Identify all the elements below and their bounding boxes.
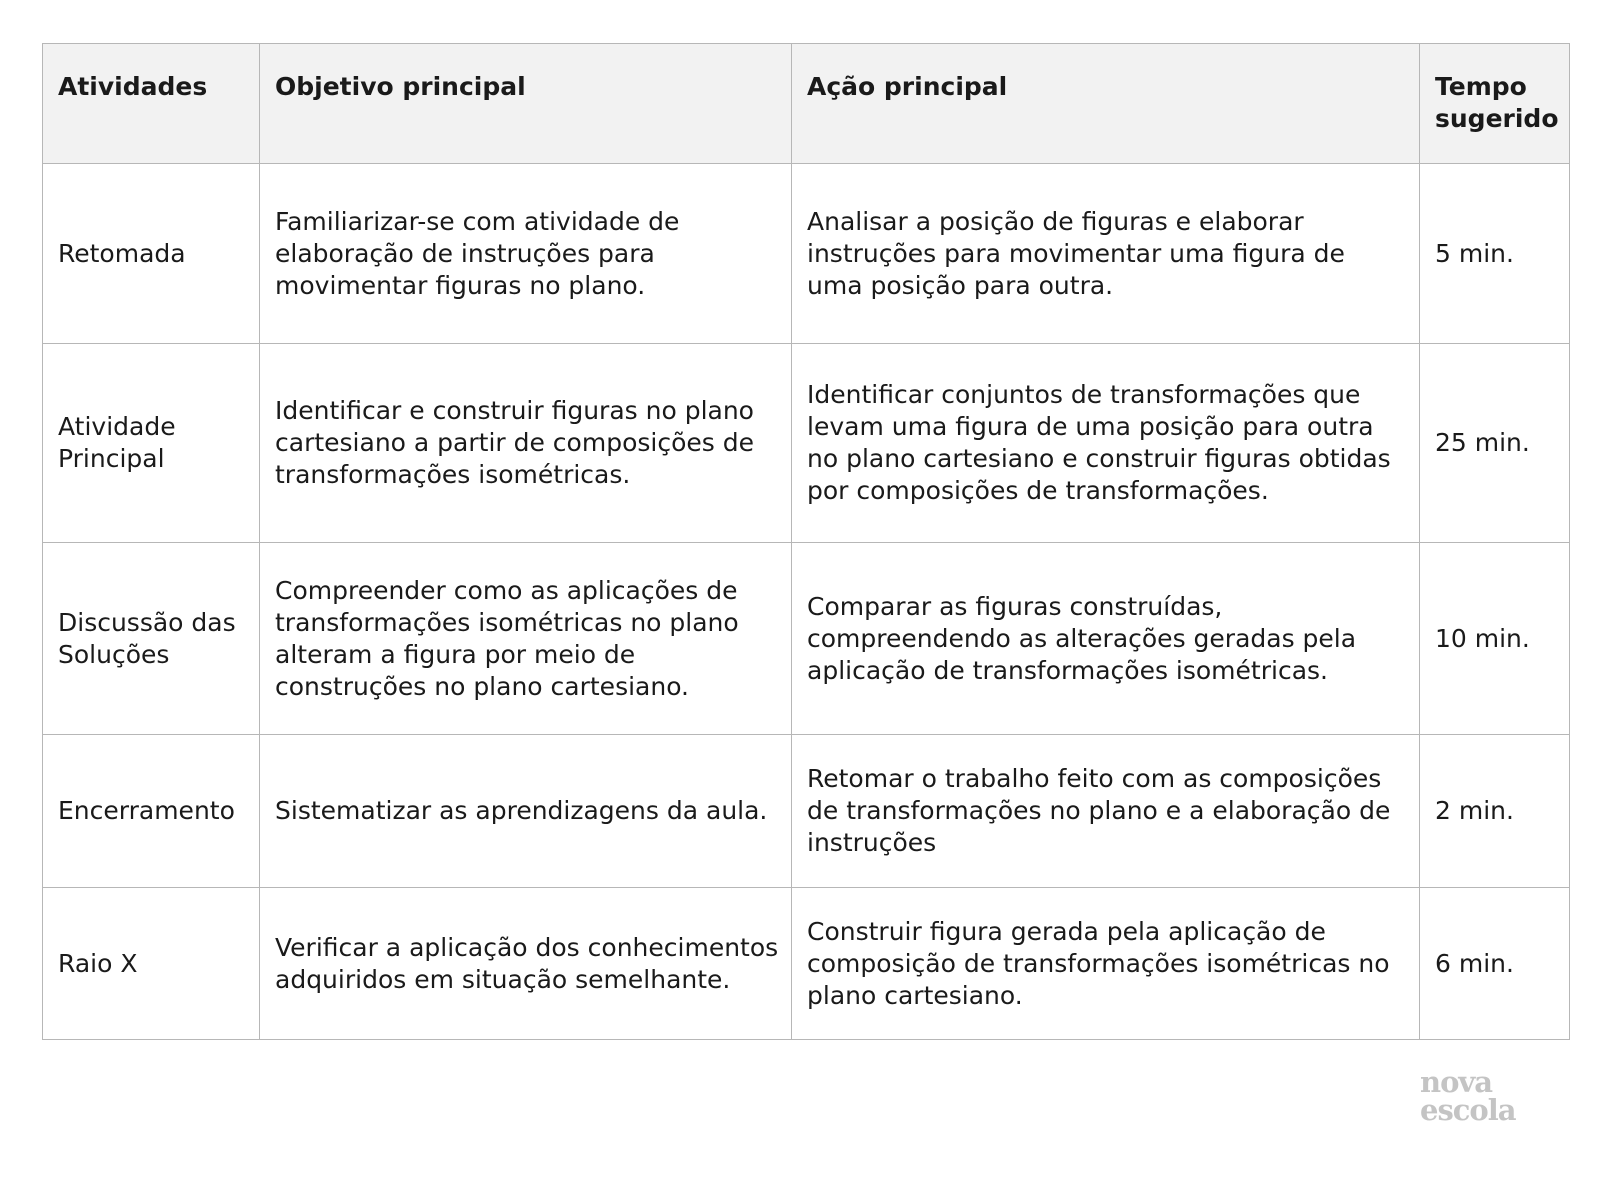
cell-tempo: 25 min. xyxy=(1420,344,1570,543)
table-row xyxy=(43,888,1570,1040)
table-header xyxy=(43,44,1570,164)
cell-tempo: 6 min. xyxy=(1420,888,1570,1040)
cell-objetivo: Verificar a aplicação dos conhecimentos adquiridos em situação semelhante. xyxy=(260,888,792,1040)
cell-tempo: 2 min. xyxy=(1420,735,1570,888)
header-acao-principal: Ação principal xyxy=(792,44,1420,164)
cell-atividade: Raio X xyxy=(43,888,260,1040)
nova-escola-logo xyxy=(1420,1065,1540,1127)
cell-acao: Comparar as figuras construídas, compreendendo as alterações geradas pela aplicação de transformações isométricas. xyxy=(792,543,1420,735)
cell-atividade: Retomada xyxy=(43,164,260,344)
cell-atividade: Discussão das Soluções xyxy=(43,543,260,735)
table-row xyxy=(43,543,1570,735)
header-objetivo-principal: Objetivo principal xyxy=(260,44,792,164)
table-row xyxy=(43,344,1570,543)
cell-atividade: Atividade Principal xyxy=(43,344,260,543)
header-atividades: Atividades xyxy=(43,44,260,164)
lesson-plan-table xyxy=(42,43,1570,1040)
logo-line-nova: nova xyxy=(1420,1065,1493,1099)
cell-tempo: 10 min. xyxy=(1420,543,1570,735)
cell-acao: Retomar o trabalho feito com as composições de transformações no plano e a elaboração de instruções xyxy=(792,735,1420,888)
table-row xyxy=(43,735,1570,888)
table-row xyxy=(43,164,1570,344)
cell-atividade: Encerramento xyxy=(43,735,260,888)
cell-objetivo: Sistematizar as aprendizagens da aula. xyxy=(260,735,792,888)
table-body xyxy=(43,164,1570,1040)
cell-tempo: 5 min. xyxy=(1420,164,1570,344)
logo-line-escola: escola xyxy=(1420,1093,1516,1127)
cell-objetivo: Familiarizar-se com atividade de elaboração de instruções para movimentar figuras no plano. xyxy=(260,164,792,344)
cell-objetivo: Compreender como as aplicações de transformações isométricas no plano alteram a figura por meio de construções no plano cartesiano. xyxy=(260,543,792,735)
cell-acao: Construir figura gerada pela aplicação de composição de transformações isométricas no plano cartesiano. xyxy=(792,888,1420,1040)
cell-objetivo: Identificar e construir figuras no plano cartesiano a partir de composições de transformações isométricas. xyxy=(260,344,792,543)
cell-acao: Identificar conjuntos de transformações que levam uma figura de uma posição para outra no plano cartesiano e construir figuras obtidas por composições de transformações. xyxy=(792,344,1420,543)
header-tempo-sugerido: Tempo sugerido xyxy=(1420,44,1570,164)
header-row xyxy=(43,44,1570,164)
cell-acao: Analisar a posição de figuras e elaborar instruções para movimentar uma figura de uma posição para outra. xyxy=(792,164,1420,344)
